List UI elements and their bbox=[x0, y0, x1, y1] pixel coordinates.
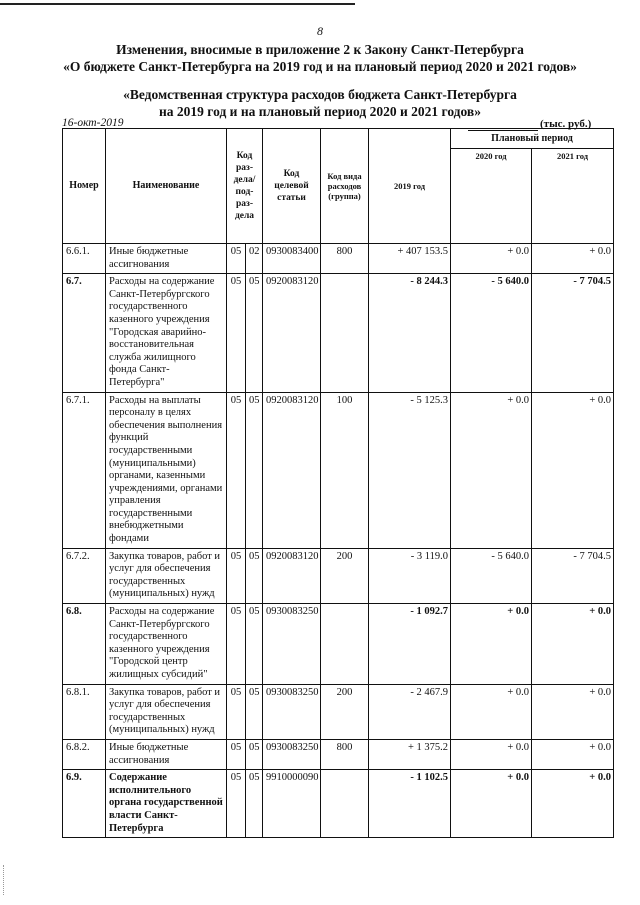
row-2021: + 0.0 bbox=[532, 392, 614, 548]
row-subsection: 05 bbox=[246, 604, 263, 685]
row-number: 6.8.2. bbox=[63, 739, 106, 769]
header-2019: 2019 год bbox=[369, 129, 451, 244]
row-number: 6.8. bbox=[63, 604, 106, 685]
table-row bbox=[63, 392, 614, 548]
row-section: 05 bbox=[227, 684, 246, 739]
heading-line-2: «О бюджете Санкт-Петербурга на 2019 год и на плановый период 2020 и 2021 годов» bbox=[63, 59, 577, 74]
row-2019: - 5 125.3 bbox=[369, 392, 451, 548]
row-subsection: 05 bbox=[246, 770, 263, 838]
row-number: 6.7. bbox=[63, 274, 106, 392]
row-2021: + 0.0 bbox=[532, 770, 614, 838]
header-number: Номер bbox=[63, 129, 106, 244]
row-2021: - 7 704.5 bbox=[532, 548, 614, 603]
row-subsection: 02 bbox=[246, 244, 263, 274]
header-2020: 2020 год bbox=[451, 149, 532, 244]
row-name: Закупка товаров, работ и услуг для обеспечения государственных (муниципальных) нужд bbox=[106, 684, 227, 739]
units-label: (тыс. руб.) bbox=[540, 118, 592, 130]
row-target: 0930083250 bbox=[263, 739, 321, 769]
row-2021: + 0.0 bbox=[532, 244, 614, 274]
row-subsection: 05 bbox=[246, 739, 263, 769]
row-kind: 100 bbox=[321, 392, 369, 548]
row-target: 9910000090 bbox=[263, 770, 321, 838]
row-2021: - 7 704.5 bbox=[532, 274, 614, 392]
row-kind bbox=[321, 770, 369, 838]
table-heading-line-1: «Ведомственная структура расходов бюджета Санкт-Петербурга bbox=[123, 87, 517, 102]
heading-line-1: Изменения, вносимые в приложение 2 к Закону Санкт-Петербурга bbox=[116, 42, 524, 57]
row-name: Содержание исполнительного органа государственной власти Санкт-Петербурга bbox=[106, 770, 227, 838]
row-section: 05 bbox=[227, 548, 246, 603]
row-subsection: 05 bbox=[246, 548, 263, 603]
row-2019: + 1 375.2 bbox=[369, 739, 451, 769]
row-section: 05 bbox=[227, 392, 246, 548]
row-target: 0930083250 bbox=[263, 684, 321, 739]
row-name: Закупка товаров, работ и услуг для обеспечения государственных (муниципальных) нужд bbox=[106, 548, 227, 603]
document-heading bbox=[0, 41, 640, 75]
row-2020: + 0.0 bbox=[451, 392, 532, 548]
row-name: Расходы на содержание Санкт-Петербургского государственного казенного учреждения "Городская аварийно-восстановительная служба жилищного фонда Санкт-Петербурга" bbox=[106, 274, 227, 392]
row-2019: + 407 153.5 bbox=[369, 244, 451, 274]
row-target: 0930083250 bbox=[263, 604, 321, 685]
row-2021: + 0.0 bbox=[532, 739, 614, 769]
row-name: Иные бюджетные ассигнования bbox=[106, 244, 227, 274]
row-target: 0920083120 bbox=[263, 392, 321, 548]
row-number: 6.9. bbox=[63, 770, 106, 838]
table-row bbox=[63, 274, 614, 392]
row-section: 05 bbox=[227, 244, 246, 274]
row-2019: - 8 244.3 bbox=[369, 274, 451, 392]
table-row bbox=[63, 244, 614, 274]
row-section: 05 bbox=[227, 604, 246, 685]
header-name: Наименование bbox=[106, 129, 227, 244]
row-section: 05 bbox=[227, 274, 246, 392]
row-2019: - 1 092.7 bbox=[369, 604, 451, 685]
row-2019: - 3 119.0 bbox=[369, 548, 451, 603]
header-kind: Код вида расходов (группа) bbox=[321, 129, 369, 244]
row-name: Расходы на выплаты персоналу в целях обеспечения выполнения функций государственными (муниципальными) органами, казенными учреждениями, органами управления государственными внебюджетными фондами bbox=[106, 392, 227, 548]
row-name: Иные бюджетные ассигнования bbox=[106, 739, 227, 769]
row-name: Расходы на содержание Санкт-Петербургского государственного казенного учреждения "Городской центр жилищных субсидий" bbox=[106, 604, 227, 685]
row-target: 0930083400 bbox=[263, 244, 321, 274]
header-target: Код целевой статьи bbox=[263, 129, 321, 244]
row-2021: + 0.0 bbox=[532, 684, 614, 739]
row-section: 05 bbox=[227, 739, 246, 769]
row-number: 6.7.1. bbox=[63, 392, 106, 548]
header-2021: 2021 год bbox=[532, 149, 614, 244]
row-kind bbox=[321, 274, 369, 392]
table-heading-line-2: на 2019 год и на плановый период 2020 и 2021 годов» bbox=[159, 104, 481, 119]
top-rule bbox=[0, 3, 355, 5]
header-planned: Плановый период bbox=[451, 129, 614, 149]
row-2020: + 0.0 bbox=[451, 244, 532, 274]
table-row bbox=[63, 770, 614, 838]
row-2019: - 2 467.9 bbox=[369, 684, 451, 739]
table-row bbox=[63, 739, 614, 769]
row-number: 6.8.1. bbox=[63, 684, 106, 739]
header-row-1 bbox=[63, 129, 614, 149]
table-row bbox=[63, 684, 614, 739]
row-2020: + 0.0 bbox=[451, 684, 532, 739]
row-2020: + 0.0 bbox=[451, 604, 532, 685]
row-kind: 200 bbox=[321, 684, 369, 739]
table-row bbox=[63, 548, 614, 603]
row-2020: + 0.0 bbox=[451, 770, 532, 838]
row-subsection: 05 bbox=[246, 392, 263, 548]
page-number: 8 bbox=[317, 24, 323, 38]
row-2020: - 5 640.0 bbox=[451, 548, 532, 603]
budget-table bbox=[62, 128, 614, 838]
row-number: 6.6.1. bbox=[63, 244, 106, 274]
row-kind: 200 bbox=[321, 548, 369, 603]
row-target: 0920083120 bbox=[263, 274, 321, 392]
row-kind: 800 bbox=[321, 739, 369, 769]
row-number: 6.7.2. bbox=[63, 548, 106, 603]
table-row bbox=[63, 604, 614, 685]
row-2019: - 1 102.5 bbox=[369, 770, 451, 838]
table-heading bbox=[0, 86, 640, 120]
row-section: 05 bbox=[227, 770, 246, 838]
row-kind: 800 bbox=[321, 244, 369, 274]
row-2020: - 5 640.0 bbox=[451, 274, 532, 392]
header-section: Код раз-дела/ под-раз-дела bbox=[227, 129, 263, 244]
row-2020: + 0.0 bbox=[451, 739, 532, 769]
row-kind bbox=[321, 604, 369, 685]
row-subsection: 05 bbox=[246, 684, 263, 739]
scan-edge-mark bbox=[3, 865, 5, 895]
document-date: 16-окт-2019 bbox=[62, 117, 124, 129]
row-subsection: 05 bbox=[246, 274, 263, 392]
row-target: 0920083120 bbox=[263, 548, 321, 603]
row-2021: + 0.0 bbox=[532, 604, 614, 685]
